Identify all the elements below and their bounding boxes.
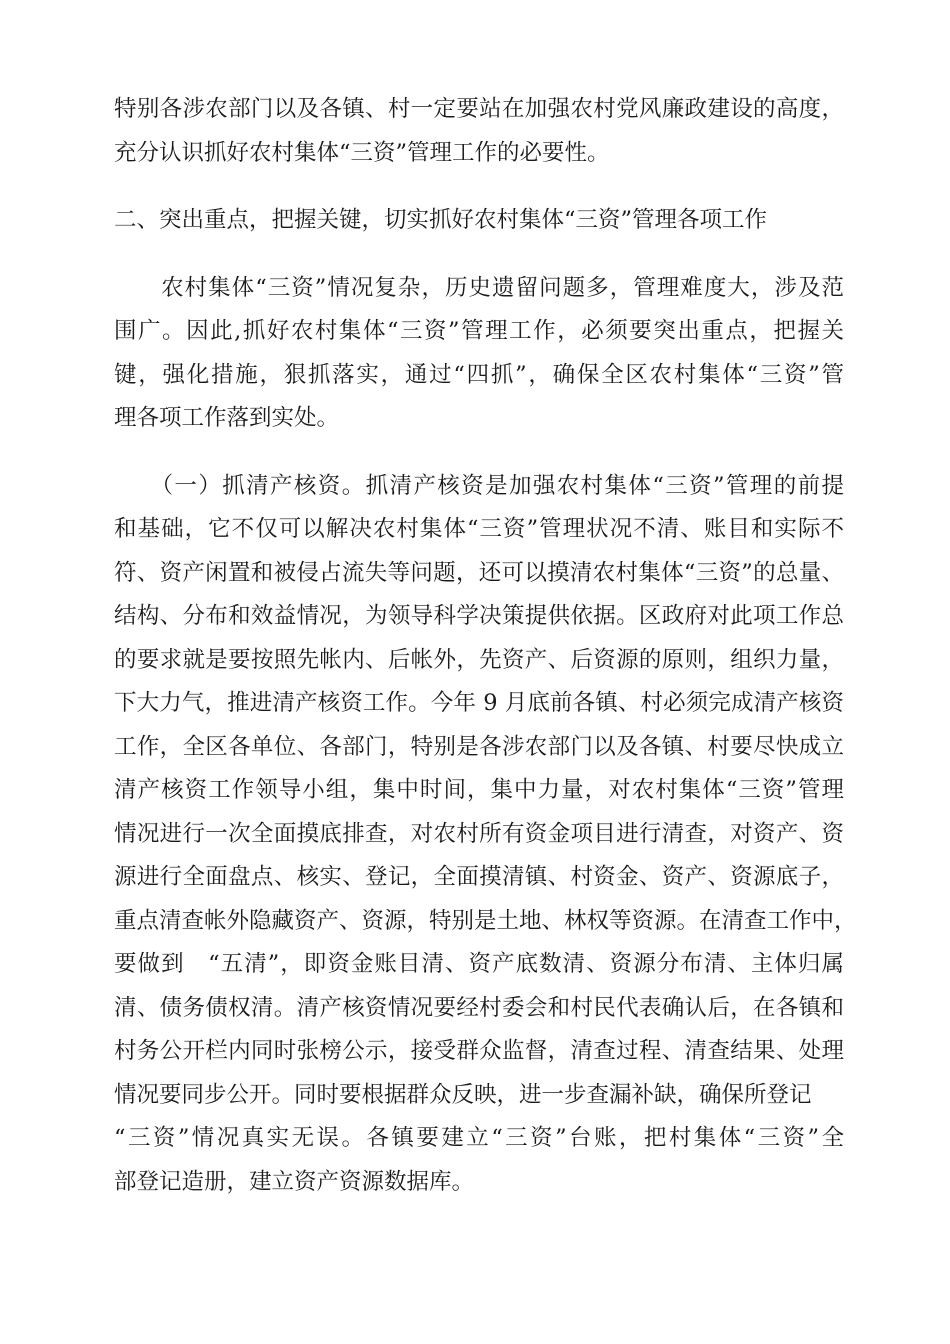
text-line: 情况进行一次全面摸底排查，对农村所有资金项目进行清查，对资产、资 bbox=[114, 820, 844, 847]
text-line: 清、债务债权清。清产核资情况要经村委会和村民代表确认后，在各镇和 bbox=[114, 994, 844, 1021]
text-line: 符、资产闲置和被侵占流失等问题，还可以摸清农村集体“三资”的总量、 bbox=[114, 559, 844, 586]
paragraph-intro-continuation bbox=[114, 88, 844, 175]
text-line: 重点清查帐外隐藏资产、资源，特别是土地、林权等资源。在清查工作中， bbox=[114, 907, 857, 934]
text-line: 清产核资工作领导小组，集中时间，集中力量，对农村集体“三资”管理 bbox=[114, 777, 844, 803]
text-line: 要做到 “五清”，即资金账目清、资产底数清、资源分布清、主体归属 bbox=[114, 951, 844, 977]
text-line: 理各项工作落到实处。 bbox=[114, 405, 340, 431]
paragraph-asset-verification bbox=[114, 465, 857, 1205]
text-line: 农村集体“三资”情况复杂，历史遗留问题多，管理难度大，涉及范 bbox=[114, 274, 844, 301]
section-heading bbox=[114, 199, 844, 243]
text-line: “三资”情况真实无误。各镇要建立“三资”台账，把村集体“三资”全 bbox=[114, 1125, 844, 1151]
text-line: 部登记造册，建立资产资源数据库。 bbox=[114, 1168, 475, 1195]
text-line: 充分认识抓好农村集体“三资”管理工作的必要性。 bbox=[114, 139, 610, 166]
text-line: 的要求就是要按照先帐内、后帐外，先资产、后资源的原则，组织力量， bbox=[114, 646, 844, 673]
paragraph-overview bbox=[114, 267, 844, 441]
text-line: 特别各涉农部门以及各镇、村一定要站在加强农村党风廉政建设的高度， bbox=[114, 96, 844, 122]
text-line: 结构、分布和效益情况，为领导科学决策提供依据。区政府对此项工作总 bbox=[114, 603, 844, 629]
text-line: 键，强化措施，狠抓落实，通过“四抓”，确保全区农村集体“三资”管 bbox=[114, 361, 844, 388]
text-line: 下大力气，推进清产核资工作。今年 9 月底前各镇、村必须完成清产核资 bbox=[114, 690, 844, 716]
document-page bbox=[114, 88, 857, 1228]
text-line: 情况要同步公开。同时要根据群众反映，进一步查漏补缺，确保所登记 bbox=[114, 1081, 812, 1108]
text-line: 围广。因此,抓好农村集体“三资”管理工作，必须要突出重点，把握关 bbox=[114, 318, 844, 344]
text-line: （一）抓清产核资。抓清产核资是加强农村集体“三资”管理的前提 bbox=[114, 472, 844, 499]
text-line: 工作，全区各单位、各部门，特别是各涉农部门以及各镇、村要尽快成立 bbox=[114, 733, 844, 760]
text-line: 源进行全面盘点、核实、登记，全面摸清镇、村资金、资产、资源底子， bbox=[114, 864, 844, 890]
text-line: 村务公开栏内同时张榜公示，接受群众监督，清查过程、清查结果、处理 bbox=[114, 1038, 844, 1064]
heading-line: 二、突出重点，把握关键，切实抓好农村集体“三资”管理各项工作 bbox=[114, 207, 768, 233]
text-line: 和基础，它不仅可以解决农村集体“三资”管理状况不清、账目和实际不 bbox=[114, 516, 844, 542]
